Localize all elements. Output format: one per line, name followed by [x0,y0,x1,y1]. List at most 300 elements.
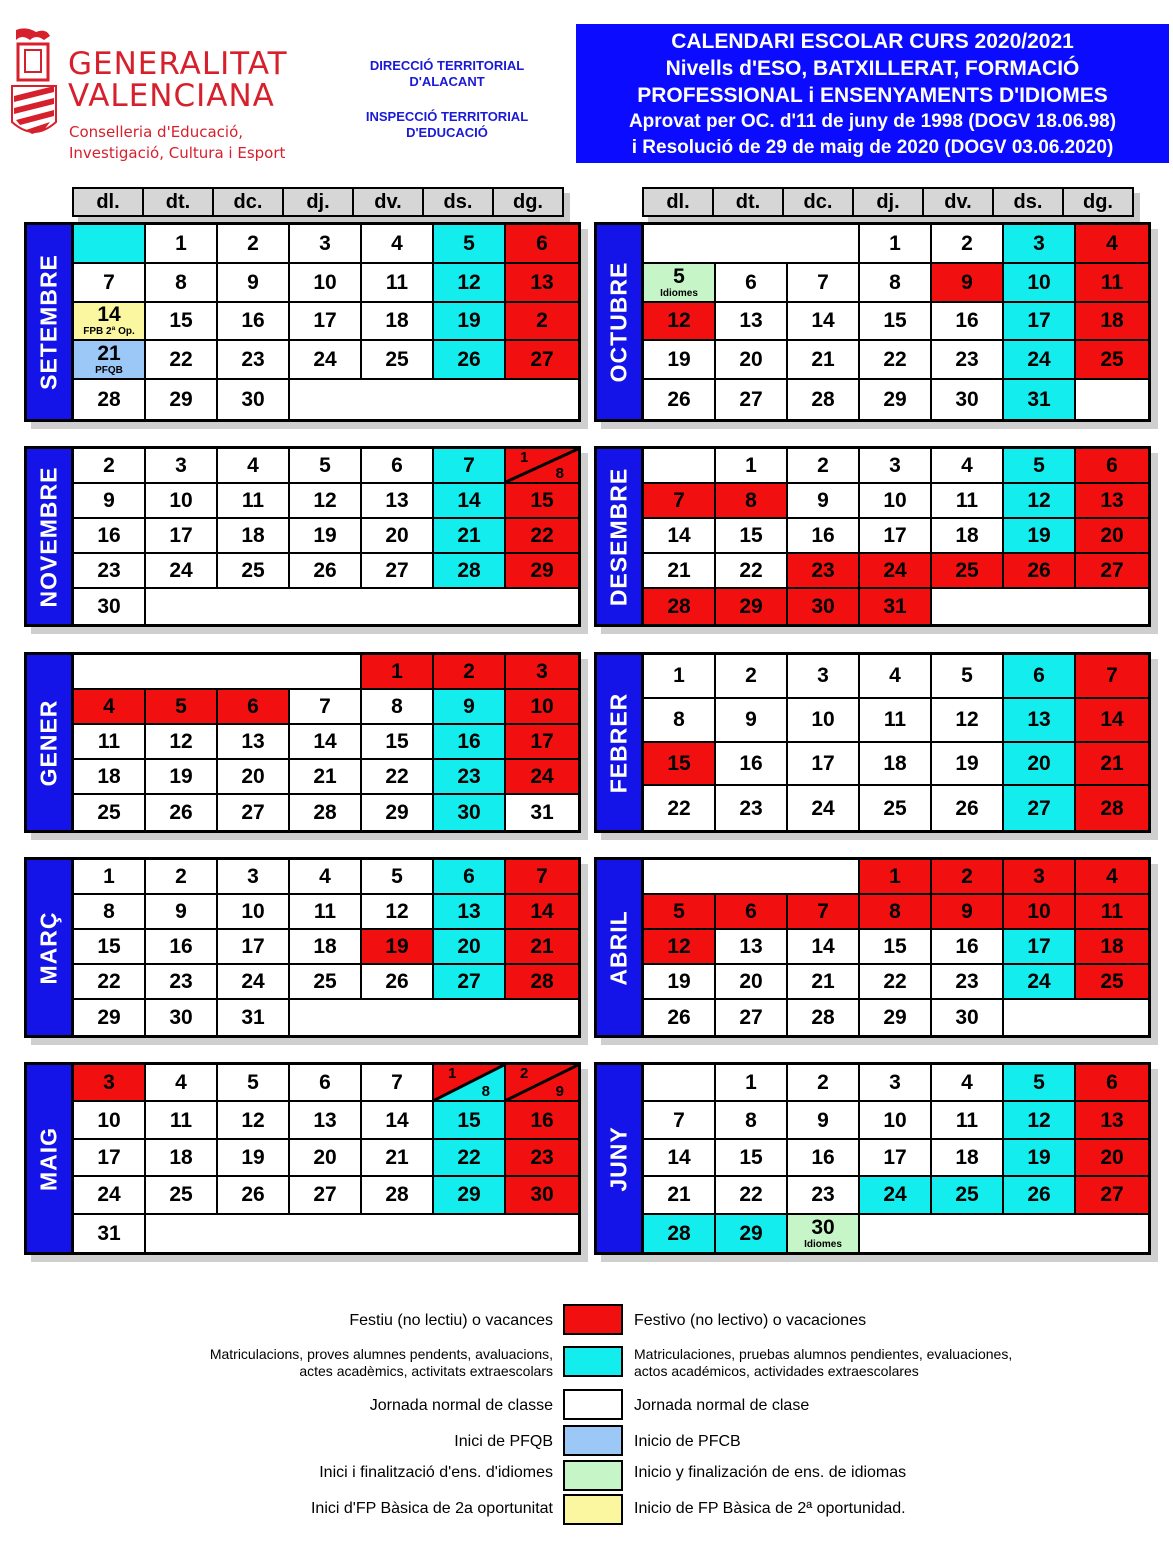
day-number: 22 [739,559,763,582]
day-cell [788,1140,860,1177]
day-cell [788,1177,860,1214]
day-number: 28 [313,801,337,824]
day-number: 15 [739,1145,763,1169]
legend-label-ca: Matriculacions, proves alumnes pendents, avaluacions, actes acadèmics, activitats extraescolars [209,1346,553,1379]
month-block-setembre [24,222,581,422]
day-cell [434,519,506,554]
day-number: 22 [667,796,691,820]
day-number: 15 [667,751,691,775]
day-cell [860,743,932,787]
day-number: 9 [103,489,115,512]
day-cell [218,690,290,725]
day-cell [644,1215,716,1252]
day-cell [644,895,716,930]
generalitat-logo [6,26,296,166]
day-cell [362,965,434,1000]
day-number: 20 [241,765,265,788]
day-cell [506,484,578,519]
day-number: 13 [739,309,763,333]
legend-label-es: Inicio de PFCB [634,1433,741,1450]
split-day-number: 1 [448,1065,457,1082]
day-number: 18 [313,935,337,958]
day-cell [146,303,218,342]
day-number: 24 [883,559,907,582]
day-number: 16 [811,1145,835,1169]
day-number: 25 [313,970,337,993]
day-cell [860,449,932,484]
day-cell [644,786,716,830]
day-cell [716,655,788,699]
day-cell [506,449,578,484]
day-number: 17 [97,1145,121,1169]
day-cell [788,965,860,1000]
month-block-desembre [594,446,1151,627]
day-number: 18 [955,524,979,547]
day-cell [932,225,1004,264]
day-number: 16 [169,935,193,958]
day-number: 4 [961,1071,973,1095]
day-number: 3 [817,664,829,688]
day-cell [1004,303,1076,342]
day-number: 9 [817,1108,829,1132]
day-cell [74,795,146,830]
legend-label-es: Matriculaciones, pruebas alumnos pendientes, evaluaciones, actos académicos, actividades extraescolares [634,1346,1013,1379]
day-cell [146,860,218,895]
day-cell [362,655,434,690]
day-number: 28 [811,1006,835,1029]
month-name: JUNY [605,1125,632,1192]
day-number: 13 [241,730,265,753]
weekday-label: dj. [852,187,924,217]
day-number: 8 [889,270,901,294]
logo-title-line2: VALENCIANA [68,78,275,114]
day-number: 29 [883,1006,907,1029]
day-number: 7 [391,1071,403,1095]
day-cell [506,554,578,589]
day-cell [218,303,290,342]
day-number: 10 [811,708,835,732]
day-number: 30 [811,595,835,618]
day-cell [146,760,218,795]
day-number: 28 [1100,796,1124,820]
day-cell [860,930,932,965]
day-cell [644,589,716,624]
day-cell [290,760,362,795]
day-cell [218,519,290,554]
day-number: 25 [955,1183,979,1207]
day-number: 28 [811,388,835,412]
day-number: 2 [817,1071,829,1095]
day-number: 11 [385,270,409,294]
day-number: 7 [319,695,331,718]
day-number: 2 [961,865,973,888]
day-number: 29 [457,1183,481,1207]
day-number: 16 [811,524,835,547]
day-number: 10 [1027,900,1051,923]
day-cell [434,725,506,760]
day-cell [716,1065,788,1102]
day-cell [362,1102,434,1139]
day-number: 24 [883,1183,907,1207]
weekday-label: dg. [1062,187,1134,217]
day-cell [74,1065,146,1102]
day-cell [218,1177,290,1214]
empty-day-cell [644,860,716,895]
day-number: 2 [247,231,259,255]
day-cell [860,380,932,419]
legend-label-ca: Inici d'FP Bàsica de 2a oportunitat [310,1500,553,1517]
day-cell [218,895,290,930]
day-number: 19 [667,970,691,993]
legend-swatch-yellow [563,1494,623,1525]
day-number: 23 [241,348,265,372]
legend-swatch-red [563,1304,623,1335]
day-number: 4 [319,865,331,888]
day-number: 24 [97,1183,121,1207]
day-number: 3 [1033,865,1045,888]
day-cell [146,895,218,930]
day-number: 25 [385,348,409,372]
day-cell [716,554,788,589]
day-cell [644,303,716,342]
weekday-header-left [72,187,564,217]
day-number: 5 [175,695,187,718]
day-cell [716,1215,788,1252]
day-cell [434,1065,506,1102]
day-number: 20 [1027,751,1051,775]
day-cell [860,1065,932,1102]
day-cell [932,1140,1004,1177]
day-cell [362,225,434,264]
day-cell [218,380,290,419]
day-number: 12 [241,1108,265,1132]
day-number: 1 [175,231,187,255]
day-number: 7 [817,900,829,923]
day-number: 1 [103,865,115,888]
day-cell [644,655,716,699]
day-number: 21 [667,1183,691,1207]
day-number: 20 [457,935,481,958]
day-number: 14 [667,524,691,547]
day-cell [860,655,932,699]
day-cell [434,1102,506,1139]
day-number: 17 [1027,309,1051,333]
day-cell [1004,965,1076,1000]
title-line5: i Resolució de 29 de maig de 2020 (DOGV 03.06.2020) [631,137,1114,158]
day-cell [788,589,860,624]
day-cell [716,1140,788,1177]
day-number: 27 [385,559,409,582]
day-cell [290,860,362,895]
weekday-label: ds. [422,187,494,217]
day-cell [362,1177,434,1214]
day-cell [362,725,434,760]
day-number: 13 [457,900,481,923]
day-cell [860,895,932,930]
day-cell [362,895,434,930]
day-cell [860,1102,932,1139]
day-cell [644,699,716,743]
day-cell [644,264,716,303]
day-number: 31 [241,1006,265,1029]
day-number: 15 [457,1108,481,1132]
day-cell [362,519,434,554]
day-number: 19 [457,309,481,333]
day-cell [290,519,362,554]
day-cell [434,484,506,519]
day-cell [860,1177,932,1214]
day-number: 16 [955,935,979,958]
day-cell [506,760,578,795]
day-cell [146,519,218,554]
day-number: 19 [313,524,337,547]
day-number: 12 [385,900,409,923]
day-number: 7 [673,1108,685,1132]
day-number: 27 [241,801,265,824]
legend-swatch-cyan [563,1346,623,1377]
day-cell [74,1102,146,1139]
day-number: 25 [241,559,265,582]
day-cell [1004,341,1076,380]
day-number: 3 [889,454,901,477]
empty-day-cell [644,1065,716,1102]
day-cell [716,743,788,787]
day-number: 1 [745,1071,757,1095]
direction-line2: INSPECCIÓ TERRITORIAL D'EDUCACIÓ [365,109,529,140]
day-number: 20 [1100,1145,1124,1169]
day-number: 1 [391,660,403,683]
day-cell [1004,1065,1076,1102]
day-number: 25 [1100,348,1124,372]
day-cell [644,341,716,380]
day-cell [290,264,362,303]
day-number: 25 [97,801,121,824]
day-cell [506,655,578,690]
day-cell [434,1177,506,1214]
day-cell [506,341,578,380]
day-cell [218,341,290,380]
day-number: 30 [169,1006,193,1029]
day-cell [932,930,1004,965]
day-cell [932,655,1004,699]
day-number: 5 [1033,1071,1045,1095]
day-cell [146,725,218,760]
day-number: 2 [961,231,973,255]
day-note: PFQB [95,365,123,377]
empty-day-cell [146,1215,578,1252]
day-cell [362,341,434,380]
day-cell [1076,1065,1148,1102]
day-number: 21 [811,970,835,993]
day-cell [218,1065,290,1102]
day-number: 9 [247,270,259,294]
day-number: 27 [1100,559,1124,582]
day-cell [74,484,146,519]
day-number: 17 [530,730,554,753]
day-number: 20 [313,1145,337,1169]
day-cell [1004,1140,1076,1177]
day-cell [1004,380,1076,419]
title-line1: CALENDARI ESCOLAR CURS 2020/2021 [671,30,1074,53]
day-number: 27 [739,388,763,412]
day-number: 26 [313,559,337,582]
day-cell [434,895,506,930]
month-grid [644,225,1148,419]
day-cell [1076,655,1148,699]
day-number: 12 [457,270,481,294]
day-number: 31 [530,801,554,824]
day-cell [1076,1140,1148,1177]
day-number: 24 [241,970,265,993]
day-number: 3 [319,231,331,255]
day-number: 14 [1100,708,1124,732]
day-number: 10 [883,489,907,512]
day-cell [932,264,1004,303]
day-number: 9 [961,270,973,294]
day-cell [74,264,146,303]
day-number: 15 [883,935,907,958]
day-cell [218,795,290,830]
day-cell [74,519,146,554]
day-cell [506,1102,578,1139]
day-number: 30 [97,595,121,618]
direction-line1: DIRECCIÓ TERRITORIAL D'ALACANT [369,58,525,89]
day-cell [506,303,578,342]
month-label [27,860,74,1035]
empty-day-cell [146,589,578,624]
day-cell [506,725,578,760]
month-name: NOVEMBRE [35,466,62,607]
day-cell [1004,860,1076,895]
day-cell [716,484,788,519]
day-cell [788,341,860,380]
day-number: 31 [97,1221,121,1245]
coat-of-arms-icon [6,26,62,144]
day-cell [434,341,506,380]
day-number: 8 [745,1108,757,1132]
day-cell [290,449,362,484]
month-grid [644,655,1148,830]
day-cell [146,341,218,380]
day-cell [788,1000,860,1035]
day-cell [74,554,146,589]
day-cell [218,965,290,1000]
day-cell [362,860,434,895]
day-cell [644,743,716,787]
day-number: 1 [889,865,901,888]
day-number: 22 [883,970,907,993]
day-cell [1004,895,1076,930]
logo-subtitle: Conselleria d'Educació, Investigació, Cultura i Esport [69,123,286,162]
day-number: 16 [97,524,121,547]
day-number: 8 [673,708,685,732]
day-number: 5 [1033,454,1045,477]
empty-day-cell [74,225,146,264]
day-number: 20 [739,970,763,993]
day-number: 5 [961,664,973,688]
day-number: 11 [1100,270,1124,294]
empty-day-cell [644,225,716,264]
day-number: 23 [811,1183,835,1207]
day-number: 4 [889,664,901,688]
day-number: 9 [175,900,187,923]
day-cell [860,225,932,264]
day-cell [434,264,506,303]
day-cell [788,303,860,342]
day-cell [1076,930,1148,965]
day-number: 17 [313,309,337,333]
day-cell [506,690,578,725]
day-number: 15 [97,935,121,958]
day-number: 6 [1106,1071,1118,1095]
day-cell [506,1065,578,1102]
day-number: 13 [1027,708,1051,732]
day-cell [218,725,290,760]
title-line2: Nivells d'ESO, BATXILLERAT, FORMACIÓ [665,57,1080,80]
day-cell [932,699,1004,743]
day-number: 26 [169,801,193,824]
day-cell [1004,743,1076,787]
day-number: 17 [811,751,835,775]
day-number: 12 [955,708,979,732]
day-cell [932,449,1004,484]
day-number: 1 [889,231,901,255]
month-block-maig [24,1062,581,1255]
day-number: 14 [97,303,121,327]
day-cell [860,341,932,380]
weekday-header-right [642,187,1134,217]
day-number: 13 [739,935,763,958]
day-cell [362,795,434,830]
day-cell [74,341,146,380]
day-number: 3 [889,1071,901,1095]
day-number: 13 [530,270,554,294]
day-number: 29 [883,388,907,412]
weekday-label: ds. [992,187,1064,217]
day-number: 21 [667,559,691,582]
day-number: 24 [313,348,337,372]
day-number: 25 [169,1183,193,1207]
day-cell [1004,1177,1076,1214]
legend-swatch-white [563,1389,623,1420]
day-cell [434,795,506,830]
day-number: 31 [1027,388,1051,412]
day-number: 18 [1100,309,1124,333]
day-cell [932,484,1004,519]
day-cell [362,760,434,795]
day-cell [644,519,716,554]
split-day-cell [434,1065,504,1100]
day-cell [1004,449,1076,484]
day-number: 9 [817,489,829,512]
day-cell [146,449,218,484]
day-cell [788,1065,860,1102]
month-name: MARÇ [35,911,62,984]
day-cell [1076,264,1148,303]
empty-day-cell [218,655,290,690]
day-number: 16 [739,751,763,775]
empty-day-cell [860,1215,1148,1252]
day-number: 8 [175,270,187,294]
split-day-number: 2 [520,1065,529,1082]
day-cell [506,795,578,830]
day-cell [788,743,860,787]
day-cell [1076,554,1148,589]
day-number: 29 [739,1221,763,1245]
day-number: 25 [883,796,907,820]
day-number: 12 [667,935,691,958]
legend-label-es: Festivo (no lectivo) o vacaciones [634,1312,867,1329]
